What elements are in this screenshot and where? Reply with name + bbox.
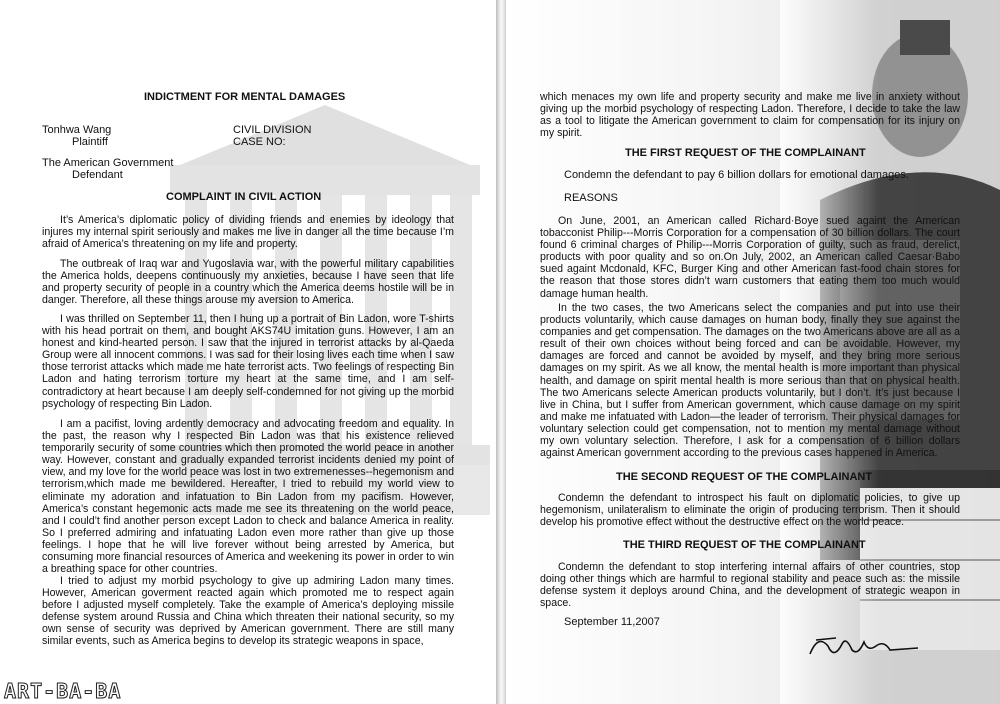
indictment-heading: INDICTMENT FOR MENTAL DAMAGES bbox=[144, 91, 346, 103]
plaintiff-name: Tonhwa Wang bbox=[42, 124, 112, 136]
reasons-paragraph-2: In the two cases, the two Americans select the companies and put into use their products voluntarily, which cause damages on human body, finally they sue against the companies and get compensation. The damages on the two Americans above are all as a result of their own choices without being forced and can be avoidable. However, my damages are forced and cannot be avoided by myself, and they bring more serious damages on my spirit. As we all know, the mental health is more important than physical health, and damage on spirit mental health is more serious than that on physical health. The two Americans selecte American products voluntarily, but I don’t. It’s just because I live in China, but I suffer from American government, which cause damage on my spirit and make me infatuated with Ladon—the leader of terrorism. Their physical damages for voluntary selection could get compensation, not to mention my mental damage without my own voluntary selection. Therefore, I ask for a compensation of 6 billion dollars against American government according to the previous cases happened in America. bbox=[540, 302, 960, 460]
continuation-paragraph: which menaces my own life and property security and make me live in anxiety without giving up the morbid psychology of respecting Ladon. Therefore, I decide to take the law as a tool to litigate the American government to claim for compensation for its injury on my spirit. bbox=[540, 91, 960, 140]
left-paragraph-2: The outbreak of Iraq war and Yugoslavia war, with the powerful military capabilities the America holds, deepens continuously my anxieties, because I have seen that life and property security of people in a country which the America deems hostile will be in danger. Therefore, all these things arouse my aversion to America. bbox=[42, 258, 454, 307]
defendant-role: Defendant bbox=[72, 169, 123, 181]
second-request-heading: THE SECOND REQUEST OF THE COMPLAINANT bbox=[616, 471, 873, 483]
first-request-heading: THE FIRST REQUEST OF THE COMPLAINANT bbox=[625, 147, 866, 159]
second-request-text: Condemn the defendant to introspect his fault on diplomatic policies, to give up hegemonism, unilateralism to eliminate the origin of producing terrorism. Then it should develop his promotive effect without the destructive effect on the world peace. bbox=[540, 492, 960, 529]
reasons-paragraph-1: On June, 2001, an American called Richard·Boye sued againt the American tobacconist Philip---Morris Corporation for a compensation of 30 billion dollars. The court found 6 criminal charges of Philip---Morris Corporation of guilty, such as fraud, derelict, products with poor quality and so on.On July, 2002, an American called Caesar·Babo sued againt Mcdonald, KFC, Burger King and other American fast-food chain stores for the reason that those stores didn’t warn customers that eating them too much would damage human health. bbox=[540, 215, 960, 300]
case-number: CASE NO: bbox=[233, 136, 286, 148]
reasons-heading: REASONS bbox=[564, 192, 618, 204]
plaintiff-role: Plaintiff bbox=[72, 136, 108, 148]
book-gutter bbox=[496, 0, 506, 704]
first-request-text: Condemn the defendant to pay 6 billion dollars for emotional damages. bbox=[564, 169, 909, 181]
complaint-heading: COMPLAINT IN CIVIL ACTION bbox=[166, 191, 322, 203]
handwritten-signature bbox=[806, 626, 926, 666]
defendant-name: The American Government bbox=[42, 157, 174, 169]
left-paragraph-1: It’s America’s diplomatic policy of dividing friends and enemies by ideology that injures my internal spirit seriously and makes me live in danger all the time because I’m afraid of America’s threatening on my life and property. bbox=[42, 214, 454, 251]
left-paragraph-3: I was thrilled on September 11, then I hung up a portrait of Bin Ladon, wore T-shirts with his head portrait on them, and bought AKS74U imitation guns. However, I am an honest and kind-hearted person. I saw that the injured in terrorist attacks by al-Qaeda Group were all innocent commons. I was sad for their losing lives each time when I saw those terrorist attacks which made me hate terrorist acts. Two feelings of respecting Bin Ladon and hating terrorism torture my heart at the same time, and I am self-contradictory at heart because I am deeply self-condemned for not giving up the morbid psychology of respecting Bin Ladon. bbox=[42, 313, 454, 410]
left-page bbox=[0, 0, 496, 704]
civil-division: CIVIL DIVISION bbox=[233, 124, 312, 136]
left-paragraph-4: I am a pacifist, loving ardently democracy and advocating freedom and equality. In the past, the reason why I respected Bin Ladon was that his existence relieved temporarily security of some countries which then promoted the world peace in another way. However, constant and gradually expanded terrorist incidents denied my point of view, and my love for the world peace was lost in two extremenesses--hegemonism and terrorism,which made me bewildered. Hereafter, I tried to rebuild my world view to eliminate my adoration and infatuation to Bin Ladon from my pacifism. However, America’s constant hegemonic acts made me see its threatening on the world peace, and I could’t find another person except Ladon to check and balance America in reality. So I preferred admiring and infatuating Ladon even more rather than give up those feelings. I hope that he will live forever without being arrested by America, but consuming more financial resources of America and weekening its power in order to win a breathing space for other countries. bbox=[42, 418, 454, 576]
left-paragraph-5: I tried to adjust my morbid psychology to give up admiring Ladon many times. However, American goverment reacted again which promoted me to respect again before I adjusted myself completely. Take the example of America’s deploying missile defense system around Russia and China which threaten their national security, so my own sense of security was deprived by American government. There are still many similar events, such as America begins to develop its strategic weapons in space, bbox=[42, 575, 454, 648]
art-ba-ba-watermark: ART-BA-BA bbox=[4, 679, 122, 703]
complaint-date: September 11,2007 bbox=[564, 616, 660, 628]
third-request-text: Condemn the defendant to stop interfering internal affairs of other countries, stop doing other things which are harmful to regional stability and peace such as: the missile defense system it deploys around China, and the development of strategic weapon in space. bbox=[540, 561, 960, 610]
third-request-heading: THE THIRD REQUEST OF THE COMPLAINANT bbox=[623, 539, 866, 551]
right-page bbox=[506, 0, 1000, 704]
